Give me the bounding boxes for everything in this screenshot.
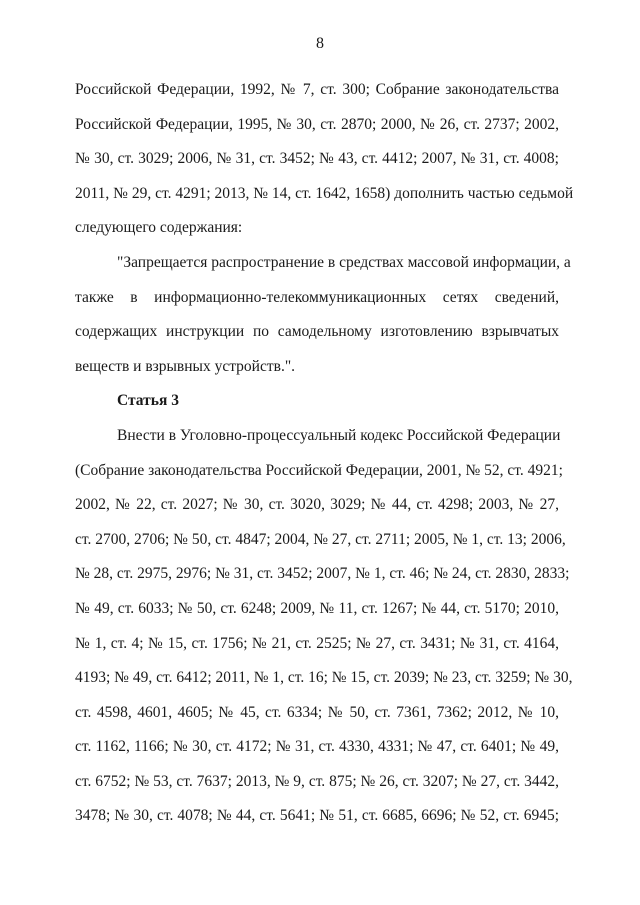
paragraph-line: 2011, № 29, ст. 4291; 2013, № 14, ст. 1642, 1658) дополнить частью седьмой bbox=[75, 184, 574, 202]
paragraph-line: 4193; № 49, ст. 6412; 2011, № 1, ст. 16; № 15, ст. 2039; № 23, ст. 3259; № 30, bbox=[75, 669, 573, 687]
page-number: 8 bbox=[316, 35, 324, 52]
paragraph-line: содержащих инструкции по самодельному изготовлению взрывчатых bbox=[75, 323, 559, 341]
paragraph-line: № 30, ст. 3029; 2006, № 31, ст. 3452; № 43, ст. 4412; 2007, № 31, ст. 4008; bbox=[75, 150, 559, 168]
paragraph-line: 2002, № 22, ст. 2027; № 30, ст. 3020, 3029; № 44, ст. 4298; 2003, № 27, bbox=[75, 496, 559, 514]
paragraph-line: ст. 1162, 1166; № 30, ст. 4172; № 31, ст. 4330, 4331; № 47, ст. 6401; № 49, bbox=[75, 738, 559, 756]
paragraph-line: Внести в Уголовно-процессуальный кодекс Российской Федерации bbox=[117, 426, 561, 444]
paragraph-line: № 49, ст. 6033; № 50, ст. 6248; 2009, № 11, ст. 1267; № 44, ст. 5170; 2010, bbox=[75, 599, 559, 617]
paragraph-line: ст. 4598, 4601, 4605; № 45, ст. 6334; № 50, ст. 7361, 7362; 2012, № 10, bbox=[75, 703, 559, 721]
paragraph-line: также в информационно-телекоммуникационных сетях сведений, bbox=[75, 288, 559, 306]
paragraph-line: № 1, ст. 4; № 15, ст. 1756; № 21, ст. 2525; № 27, ст. 3431; № 31, ст. 4164, bbox=[75, 634, 559, 652]
paragraph-line: "Запрещается распространение в средствах массовой информации, а bbox=[117, 253, 571, 271]
paragraph-line: (Собрание законодательства Российской Федерации, 2001, № 52, ст. 4921; bbox=[75, 461, 563, 479]
paragraph-line: следующего содержания: bbox=[75, 219, 243, 237]
paragraph-line: ст. 2700, 2706; № 50, ст. 4847; 2004, № 27, ст. 2711; 2005, № 1, ст. 13; 2006, bbox=[75, 530, 566, 548]
paragraph-line: ст. 6752; № 53, ст. 7637; 2013, № 9, ст. 875; № 26, ст. 3207; № 27, ст. 3442, bbox=[75, 772, 559, 790]
article-heading: Статья 3 bbox=[117, 392, 179, 410]
paragraph-line: Российской Федерации, 1995, № 30, ст. 2870; 2000, № 26, ст. 2737; 2002, bbox=[75, 115, 559, 133]
paragraph-line: веществ и взрывных устройств.". bbox=[75, 357, 296, 375]
paragraph-line: № 28, ст. 2975, 2976; № 31, ст. 3452; 2007, № 1, ст. 46; № 24, ст. 2830, 2833; bbox=[75, 565, 570, 583]
paragraph-line: 3478; № 30, ст. 4078; № 44, ст. 5641; № 51, ст. 6685, 6696; № 52, ст. 6945; bbox=[75, 807, 559, 825]
document-body bbox=[75, 73, 574, 834]
paragraph-line: Российской Федерации, 1992, № 7, ст. 300; Собрание законодательства bbox=[75, 81, 559, 98]
